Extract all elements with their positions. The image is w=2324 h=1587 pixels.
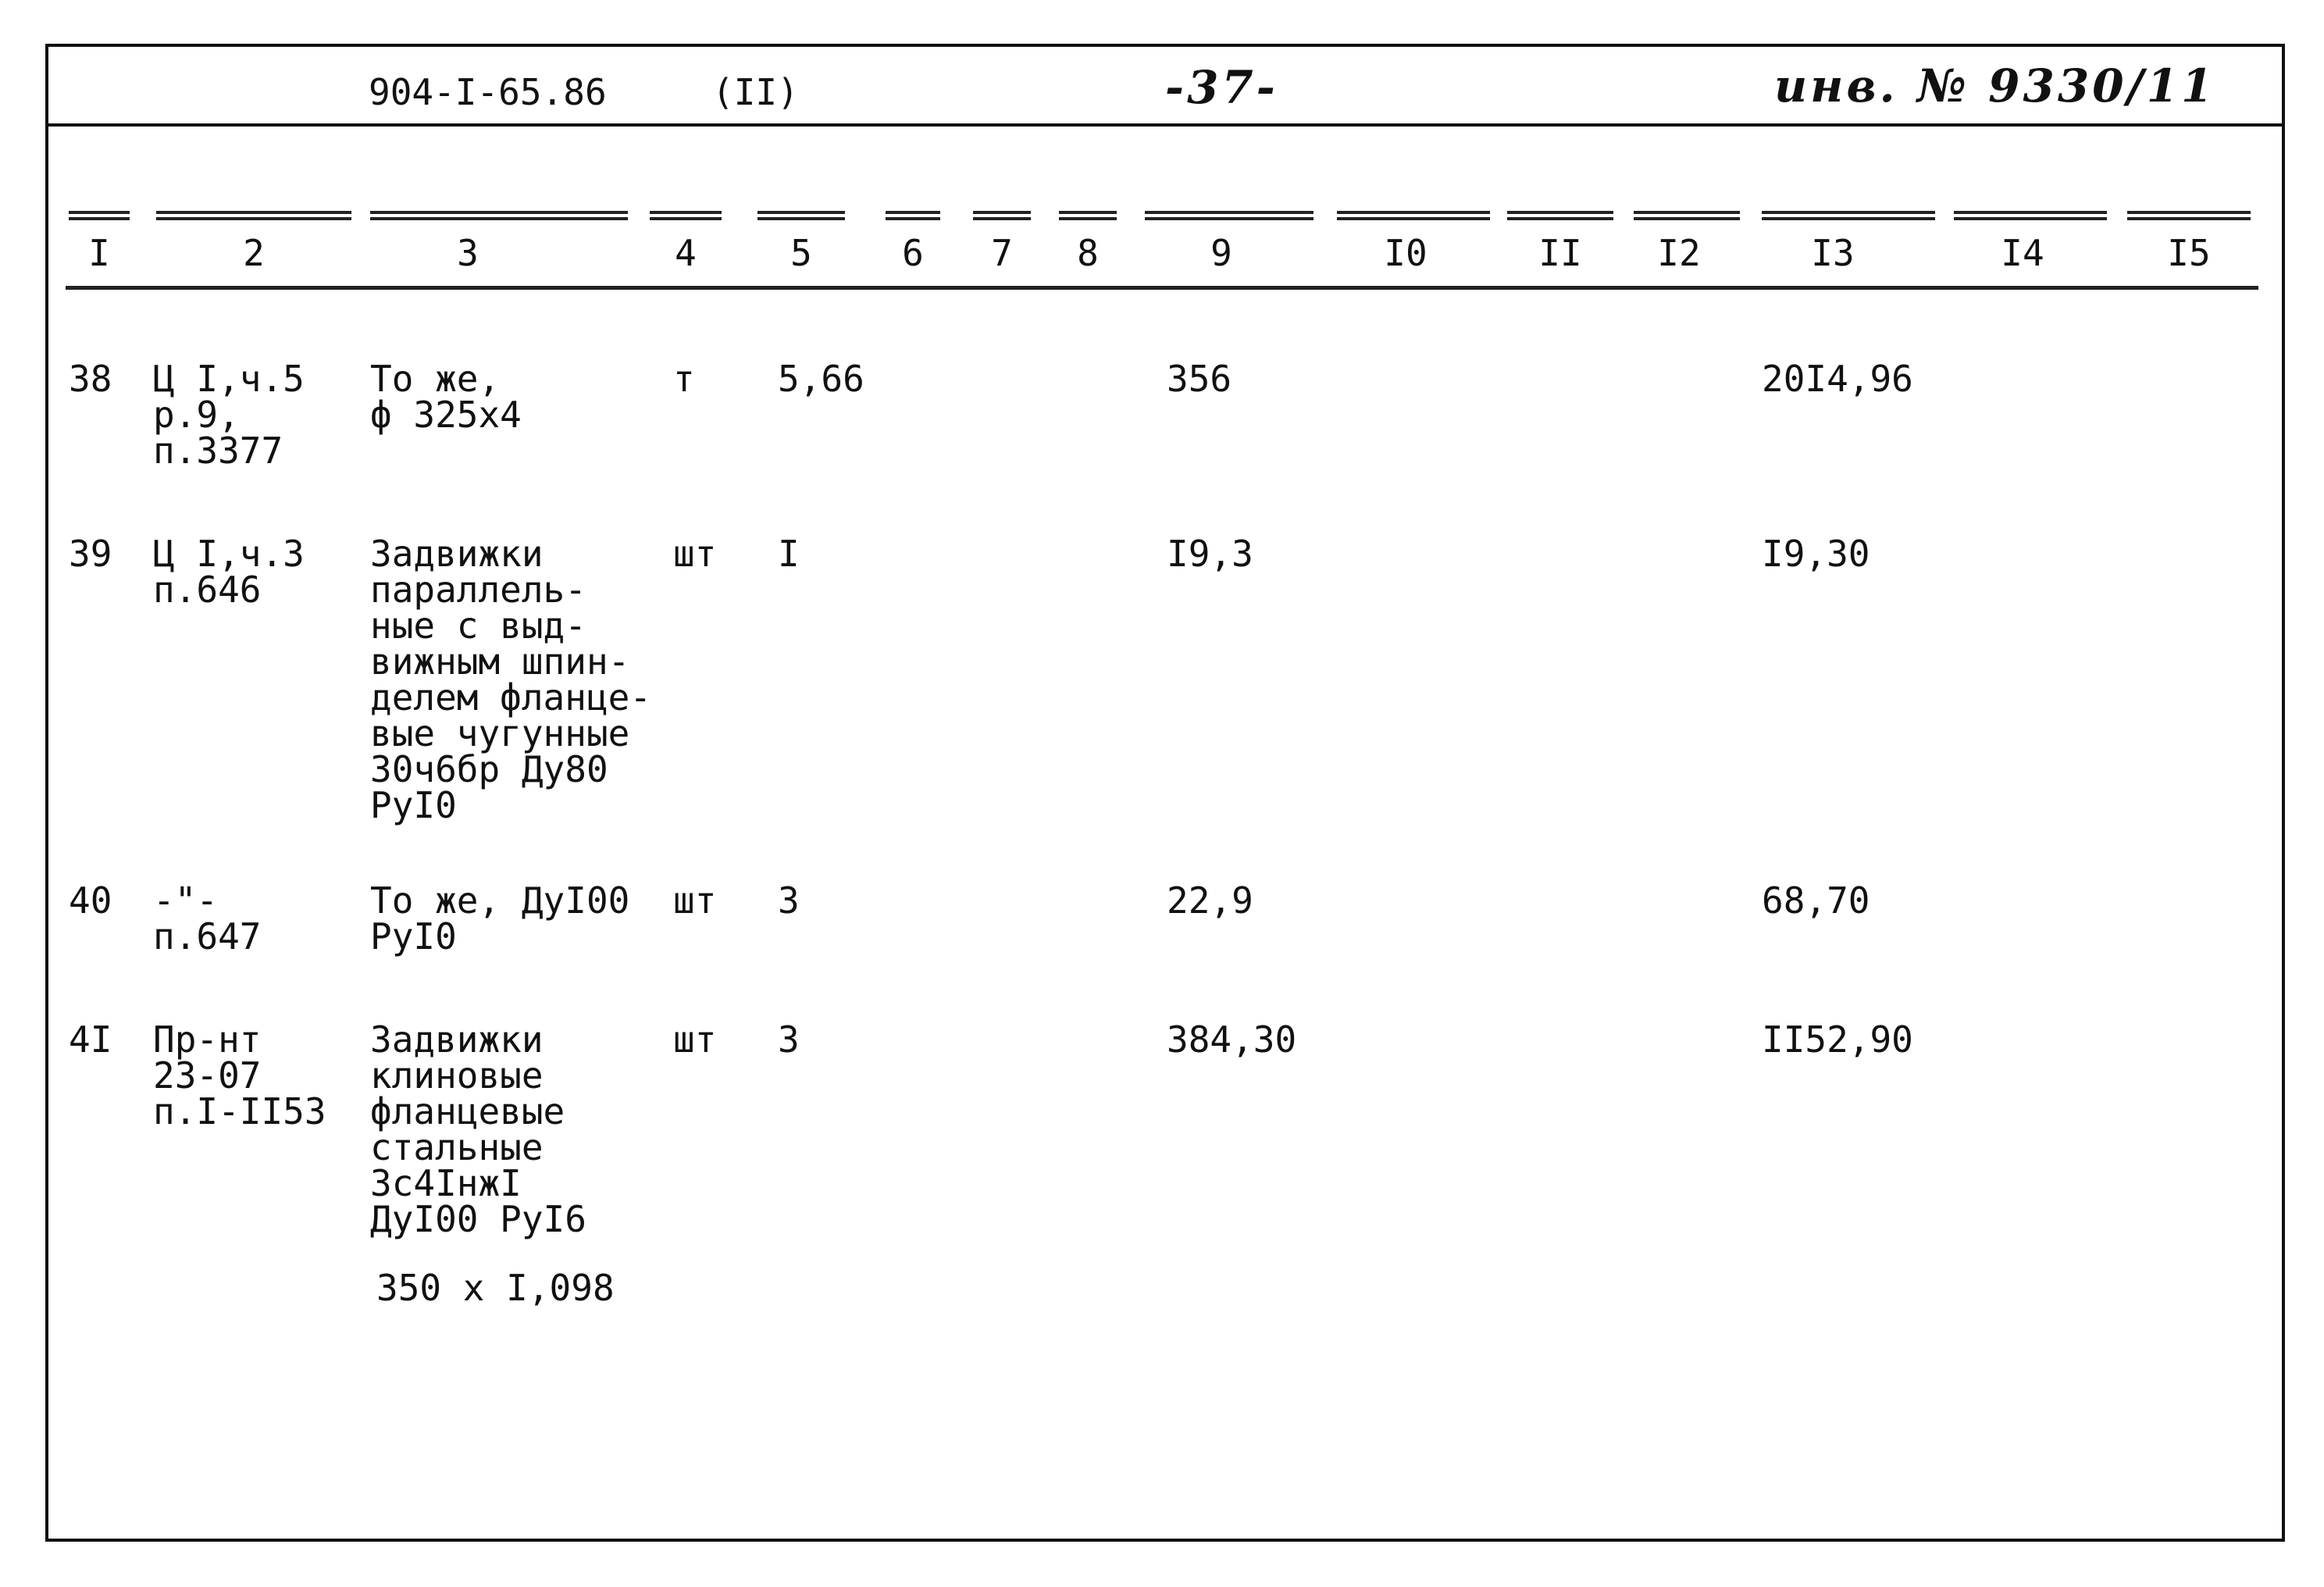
total-cost: 68,70: [1762, 879, 1870, 922]
reference-code: Ц I,ч.3 п.646: [153, 533, 305, 611]
column-number: I5: [2167, 232, 2211, 274]
item-name: Задвижки клиновые фланцевые стальные 3с4IнжI ДуI00 РуI6: [370, 1018, 586, 1240]
row-number: 4I: [69, 1018, 112, 1061]
column-rule: [2127, 211, 2251, 220]
total-cost: I9,30: [1762, 533, 1870, 575]
row-number: 39: [69, 533, 112, 575]
total-cost: 20I4,96: [1762, 358, 1913, 400]
column-rule: [1337, 211, 1490, 220]
unit-price: 384,30: [1167, 1018, 1297, 1061]
total-cost: II52,90: [1762, 1018, 1913, 1061]
item-name: То же, ф 325х4: [370, 358, 522, 436]
column-number: I3: [1811, 232, 1855, 274]
column-number: 9: [1210, 232, 1232, 274]
column-number: I0: [1384, 232, 1428, 274]
unit-price: 22,9: [1167, 879, 1253, 922]
column-rule: [973, 211, 1031, 220]
column-rule: [886, 211, 940, 220]
column-number: 3: [457, 232, 479, 274]
reference-code: -"- п.647: [153, 879, 262, 958]
column-rule: [1954, 211, 2107, 220]
column-rule: [69, 211, 130, 220]
unit-price: I9,3: [1167, 533, 1253, 575]
column-rule: [1507, 211, 1613, 220]
column-rule: [1634, 211, 1740, 220]
column-number: 2: [243, 232, 265, 274]
quantity: 5,66: [778, 358, 864, 400]
column-number: 8: [1077, 232, 1099, 274]
unit: шт: [673, 879, 717, 922]
item-name: Задвижки параллель- ные с выд- вижным шпин- делем фланце- вые чугунные 30ч6бр Ду80 РуI0: [370, 533, 652, 826]
page-number: -37-: [1165, 61, 1278, 114]
unit-price: 356: [1167, 358, 1232, 400]
quantity: 3: [778, 879, 800, 922]
column-number: 7: [991, 232, 1013, 274]
column-rule: [156, 211, 351, 220]
column-rule: [650, 211, 722, 220]
header-underline: [66, 286, 2258, 290]
column-rule: [757, 211, 845, 220]
column-rule: [1145, 211, 1313, 220]
inventory-number: инв. № 9330/11: [1774, 59, 2216, 112]
row-number: 38: [69, 358, 112, 400]
reference-code: Пр-нт 23-07 п.I-II53: [153, 1018, 326, 1132]
unit: шт: [673, 533, 717, 575]
row-number: 40: [69, 879, 112, 922]
column-number: I4: [2001, 232, 2044, 274]
column-rule: [1059, 211, 1117, 220]
item-name: То же, ДуI00 РуI0: [370, 879, 630, 958]
column-number: II: [1538, 232, 1582, 274]
column-rule: [1762, 211, 1935, 220]
unit: шт: [673, 1018, 717, 1061]
unit: т: [673, 358, 695, 400]
column-number: I: [88, 232, 110, 274]
document-code: 904-I-65.86: [369, 71, 607, 113]
column-number: 5: [790, 232, 812, 274]
column-number: I2: [1657, 232, 1701, 274]
calculation-note: 350 х I,098: [376, 1267, 615, 1309]
reference-code: Ц I,ч.5 р.9, п.3377: [153, 358, 305, 472]
part-number: (II): [712, 71, 799, 113]
column-number: 6: [902, 232, 924, 274]
quantity: I: [778, 533, 800, 575]
header-divider: [45, 123, 2285, 127]
column-rule: [370, 211, 628, 220]
quantity: 3: [778, 1018, 800, 1061]
column-number: 4: [675, 232, 697, 274]
